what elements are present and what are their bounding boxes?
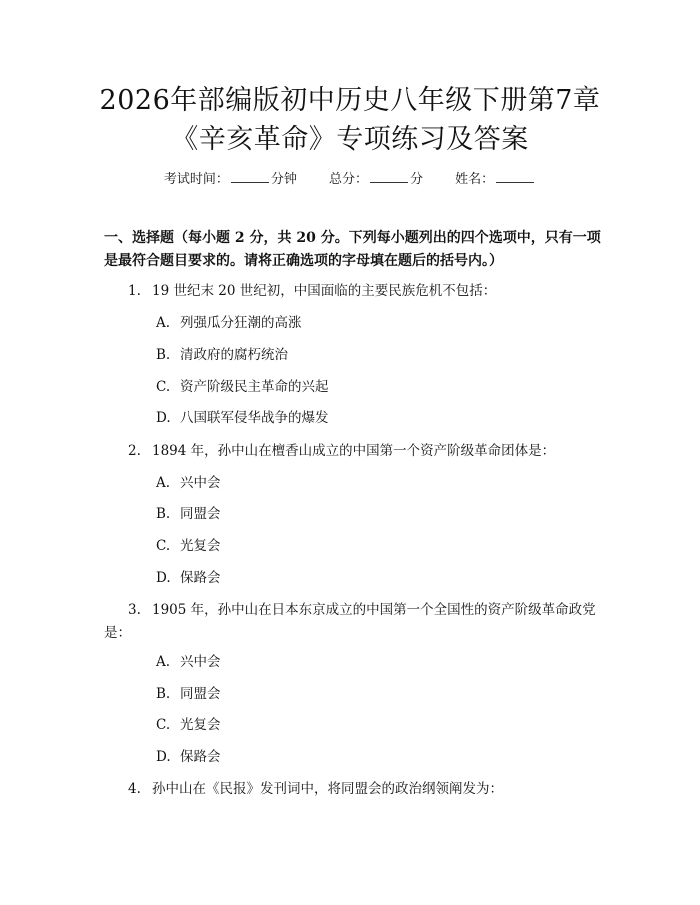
question-2-option-a xyxy=(156,473,221,493)
total-score-label: 总分： xyxy=(328,172,368,187)
exam-time-blank xyxy=(231,168,269,183)
option-text: 光复会 xyxy=(180,538,221,554)
exam-info-line xyxy=(0,168,700,190)
question-2-option-b xyxy=(156,504,221,524)
question-1-option-b xyxy=(156,345,288,365)
question-2 xyxy=(104,440,604,463)
question-number: 2. xyxy=(128,443,141,459)
option-text: 列强瓜分狂潮的高涨 xyxy=(180,315,302,331)
exam-time xyxy=(164,168,297,190)
option-letter: C. xyxy=(156,538,171,554)
option-letter: A. xyxy=(156,315,171,331)
question-text: 19 世纪末 20 世纪初，中国面临的主要民族危机不包括： xyxy=(152,283,497,299)
option-text: 兴中会 xyxy=(180,475,221,491)
option-text: 同盟会 xyxy=(180,686,221,702)
option-text: 保路会 xyxy=(180,570,221,586)
exam-time-unit: 分钟 xyxy=(270,172,297,187)
student-name-blank xyxy=(496,168,534,183)
option-text: 资产阶级民主革命的兴起 xyxy=(180,379,329,395)
question-3 xyxy=(104,599,604,645)
total-score-unit: 分 xyxy=(410,172,424,187)
student-name xyxy=(455,168,536,190)
option-letter: A. xyxy=(156,475,171,491)
question-1-option-a xyxy=(156,313,302,333)
section-heading-multiple-choice: 一、选择题（每小题 2 分，共 20 分。下列每小题列出的四个选项中，只有一项是最符合题目要求的。请将正确选项的字母填在题后的括号内。） xyxy=(104,230,601,269)
option-letter: D. xyxy=(156,410,171,426)
question-1 xyxy=(104,280,604,303)
question-number: 3. xyxy=(128,602,141,618)
option-letter: B. xyxy=(156,506,171,522)
question-3-option-c xyxy=(156,715,221,735)
question-text: 孙中山在《民报》发刊词中，将同盟会的政治纲领阐发为： xyxy=(152,781,503,797)
question-1-option-d xyxy=(156,408,329,428)
question-number: 4. xyxy=(128,781,141,797)
option-letter: D. xyxy=(156,570,171,586)
question-number: 1. xyxy=(128,283,141,299)
question-1-option-c xyxy=(156,377,329,397)
exam-time-label: 考试时间： xyxy=(163,172,229,187)
option-text: 同盟会 xyxy=(180,506,221,522)
option-letter: B. xyxy=(156,686,171,702)
question-3-option-b xyxy=(156,684,221,704)
total-score-blank xyxy=(370,168,408,183)
option-letter: A. xyxy=(156,654,171,670)
option-letter: C. xyxy=(156,717,171,733)
document-title-line2: 《辛亥革命》专项练习及答案 xyxy=(171,124,529,155)
option-text: 保路会 xyxy=(180,749,221,765)
option-letter: C. xyxy=(156,379,171,395)
option-text: 清政府的腐朽统治 xyxy=(180,347,288,363)
option-text: 光复会 xyxy=(180,717,221,733)
option-letter: D. xyxy=(156,749,171,765)
question-text: 1894 年，孙中山在檀香山成立的中国第一个资产阶级革命团体是： xyxy=(152,443,556,459)
student-name-label: 姓名： xyxy=(455,172,495,187)
total-score xyxy=(329,168,423,190)
question-2-option-d xyxy=(156,568,221,588)
document-title-line1: 2026年部编版初中历史八年级下册第7章 xyxy=(99,85,601,116)
option-text: 兴中会 xyxy=(180,654,221,670)
option-text: 八国联军侵华战争的爆发 xyxy=(180,410,329,426)
option-letter: B. xyxy=(156,347,171,363)
question-3-option-d xyxy=(156,747,221,767)
question-3-option-a xyxy=(156,652,221,672)
question-2-option-c xyxy=(156,536,221,556)
question-4 xyxy=(104,778,604,801)
question-text: 1905 年，孙中山在日本东京成立的中国第一个全国性的资产阶级革命政党是： xyxy=(104,602,596,641)
